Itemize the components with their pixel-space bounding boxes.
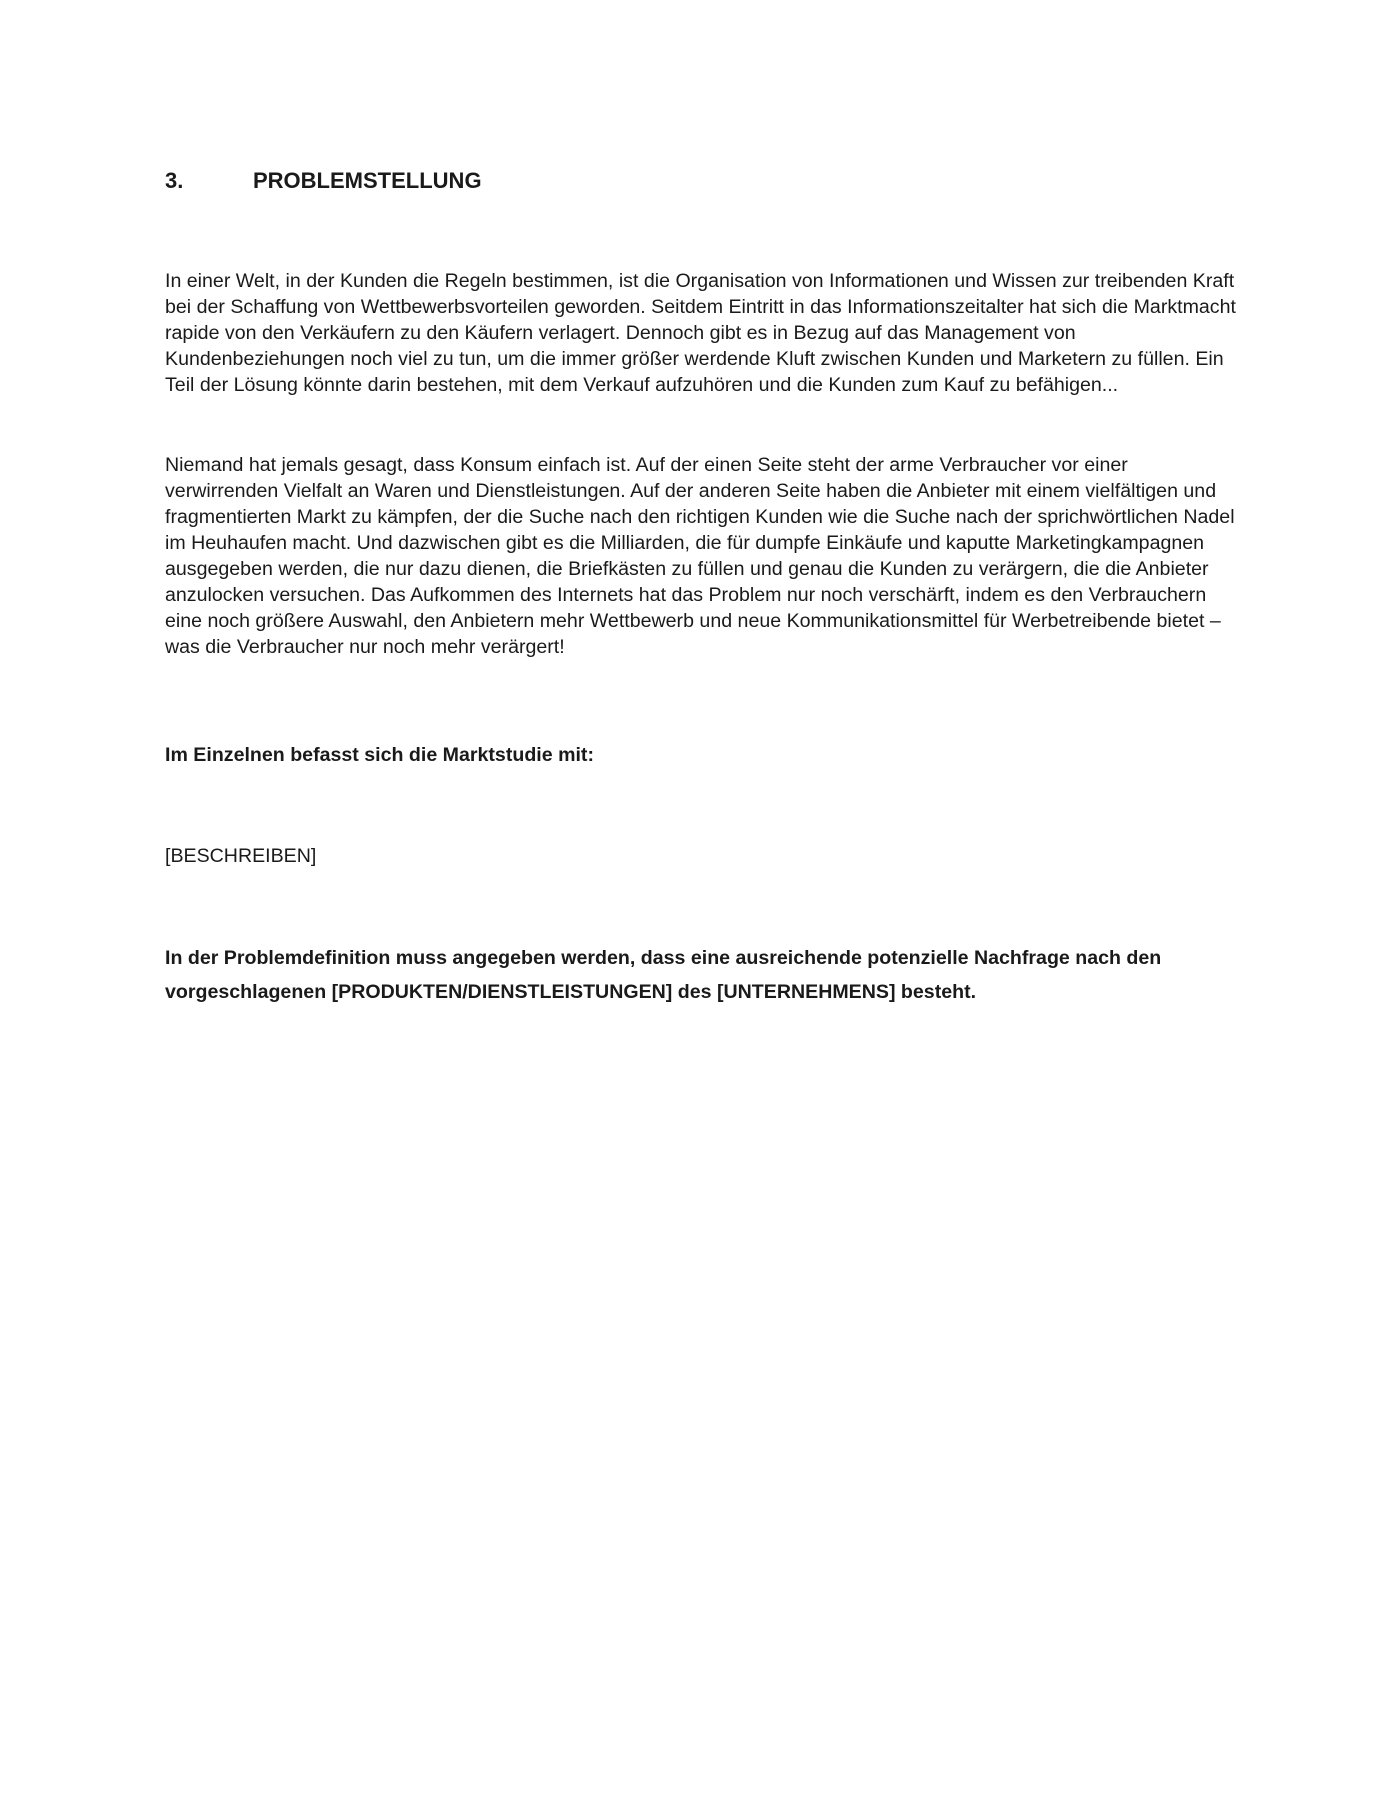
problem-definition-note: In der Problemdefinition muss angegeben werden, dass eine ausreichende potenzielle Nachfrage nach den vorgeschlagenen [PRODUKTEN/DIENSTLEISTUNGEN] des [UNTERNEHMENS] besteht. <box>165 947 1162 1003</box>
section-number: 3. <box>165 168 184 193</box>
section-title: PROBLEMSTELLUNG <box>253 168 482 193</box>
study-intro: Im Einzelnen befasst sich die Marktstudie mit: <box>165 744 594 766</box>
section-heading <box>165 165 482 197</box>
paragraph-2: Niemand hat jemals gesagt, dass Konsum einfach ist. Auf der einen Seite steht der arme Verbraucher vor einer verwirrenden Vielfalt an Waren und Dienstleistungen. Auf der anderen Seite haben die Anbieter mit einem vielfältigen und fragmentierten Markt zu kämpfen, der die Suche nach den richtigen Kunden wie die Suche nach der sprichwörtlichen Nadel im Heuhaufen macht. Und dazwischen gibt es die Milliarden, die für dumpfe Einkäufe und kaputte Marketingkampagnen ausgegeben werden, die nur dazu dienen, die Briefkästen zu füllen und genau die Kunden zu verärgern, die die Anbieter anzulocken versuchen. Das Aufkommen des Internets hat das Problem nur noch verschärft, indem es den Verbrauchern eine noch größere Auswahl, den Anbietern mehr Wettbewerb und neue Kommunikationsmittel für Werbetreibende bietet – was die Verbraucher nur noch mehr verärgert! <box>165 454 1235 658</box>
describe-placeholder: [BESCHREIBEN] <box>165 845 317 867</box>
paragraph-1: In einer Welt, in der Kunden die Regeln bestimmen, ist die Organisation von Informationen und Wissen zur treibenden Kraft bei der Schaffung von Wettbewerbsvorteilen geworden. Seitdem Eintritt in das Informationszeitalter hat sich die Marktmacht rapide von den Verkäufern zu den Käufern verlagert. Dennoch gibt es in Bezug auf das Management von Kundenbeziehungen noch viel zu tun, um die immer größer werdende Kluft zwischen Kunden und Marketern zu füllen. Ein Teil der Lösung könnte darin bestehen, mit dem Verkauf aufzuhören und die Kunden zum Kauf zu befähigen... <box>165 270 1236 396</box>
